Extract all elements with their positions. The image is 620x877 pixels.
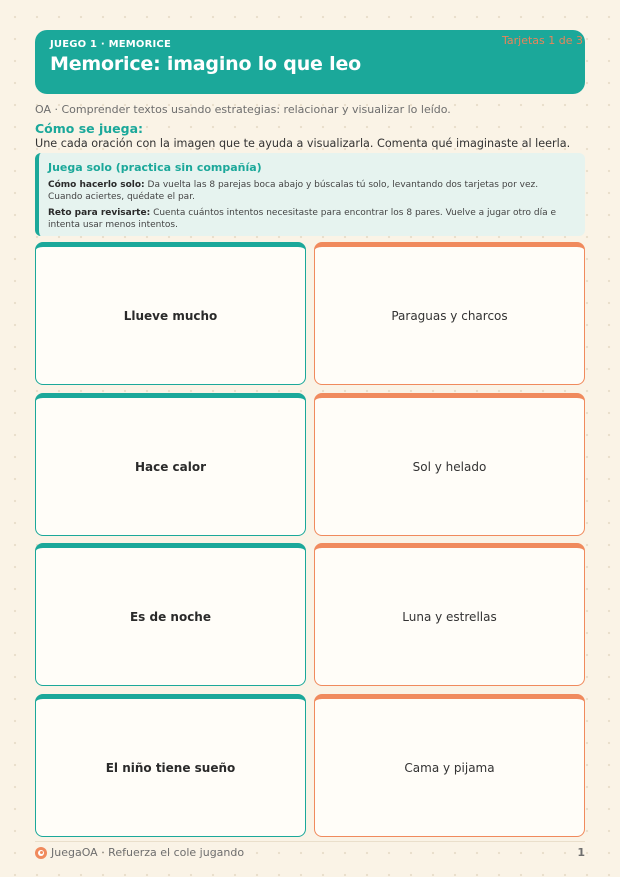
game-kicker: JUEGO 1 · MEMORICE (50, 39, 172, 50)
page-title: Memorice: imagino lo que leo (50, 53, 361, 75)
solo-how-text: Da vuelta las 8 parejas boca abajo y búscalas tú solo, levantando dos tarjetas por vez. Cuando aciertes, quédate el par. (48, 180, 539, 202)
solo-how-label: Cómo hacerlo solo: (48, 180, 145, 190)
sentence-card-3[interactable] (35, 543, 306, 686)
how-to-play-description: Une cada oración con la imagen que te ayuda a visualizarla. Comenta qué imaginaste al leerla. (35, 137, 571, 150)
image-card-label: Sol y helado (412, 459, 487, 474)
image-card-1[interactable] (314, 242, 585, 385)
footer-brand: JuegaOA · Refuerza el cole jugando (51, 846, 245, 859)
image-card-4[interactable] (314, 694, 585, 837)
sentence-card-2[interactable] (35, 393, 306, 536)
sentence-card-label: Llueve mucho (123, 308, 218, 323)
image-card-label: Paraguas y charcos (391, 308, 508, 323)
sentence-card-label: Es de noche (129, 609, 211, 624)
sentence-card-4[interactable] (35, 694, 306, 837)
sheet-label: Tarjetas 1 de 3 (501, 34, 583, 47)
image-card-label: Luna y estrellas (402, 609, 497, 624)
how-to-play-title: Cómo se juega: (35, 121, 144, 136)
sentence-card-label: Hace calor (134, 459, 207, 474)
image-card-label: Cama y pijama (404, 760, 495, 775)
learning-objective: OA · Comprender textos usando estrategias: relacionar y visualizar lo leído. (35, 103, 451, 116)
footer (35, 841, 585, 861)
solo-how-line (48, 179, 573, 203)
page-number: 1 (577, 846, 585, 859)
image-card-3[interactable] (314, 543, 585, 686)
sentence-card-label: El niño tiene sueño (105, 760, 236, 775)
image-card-2[interactable] (314, 393, 585, 536)
solo-title: Juega solo (practica sin compañía) (48, 161, 262, 174)
solo-check-line (48, 207, 573, 231)
solo-check-label: Reto para revisarte: (48, 208, 151, 218)
header-banner (35, 30, 585, 94)
sentence-card-1[interactable] (35, 242, 306, 385)
solo-play-box (35, 153, 585, 236)
solo-check-text: Cuenta cuántos intentos necesitaste para encontrar los 8 pares. Vuelve a jugar otro día e intenta usar menos intentos. (48, 208, 557, 230)
brand-logo-icon (35, 847, 47, 859)
